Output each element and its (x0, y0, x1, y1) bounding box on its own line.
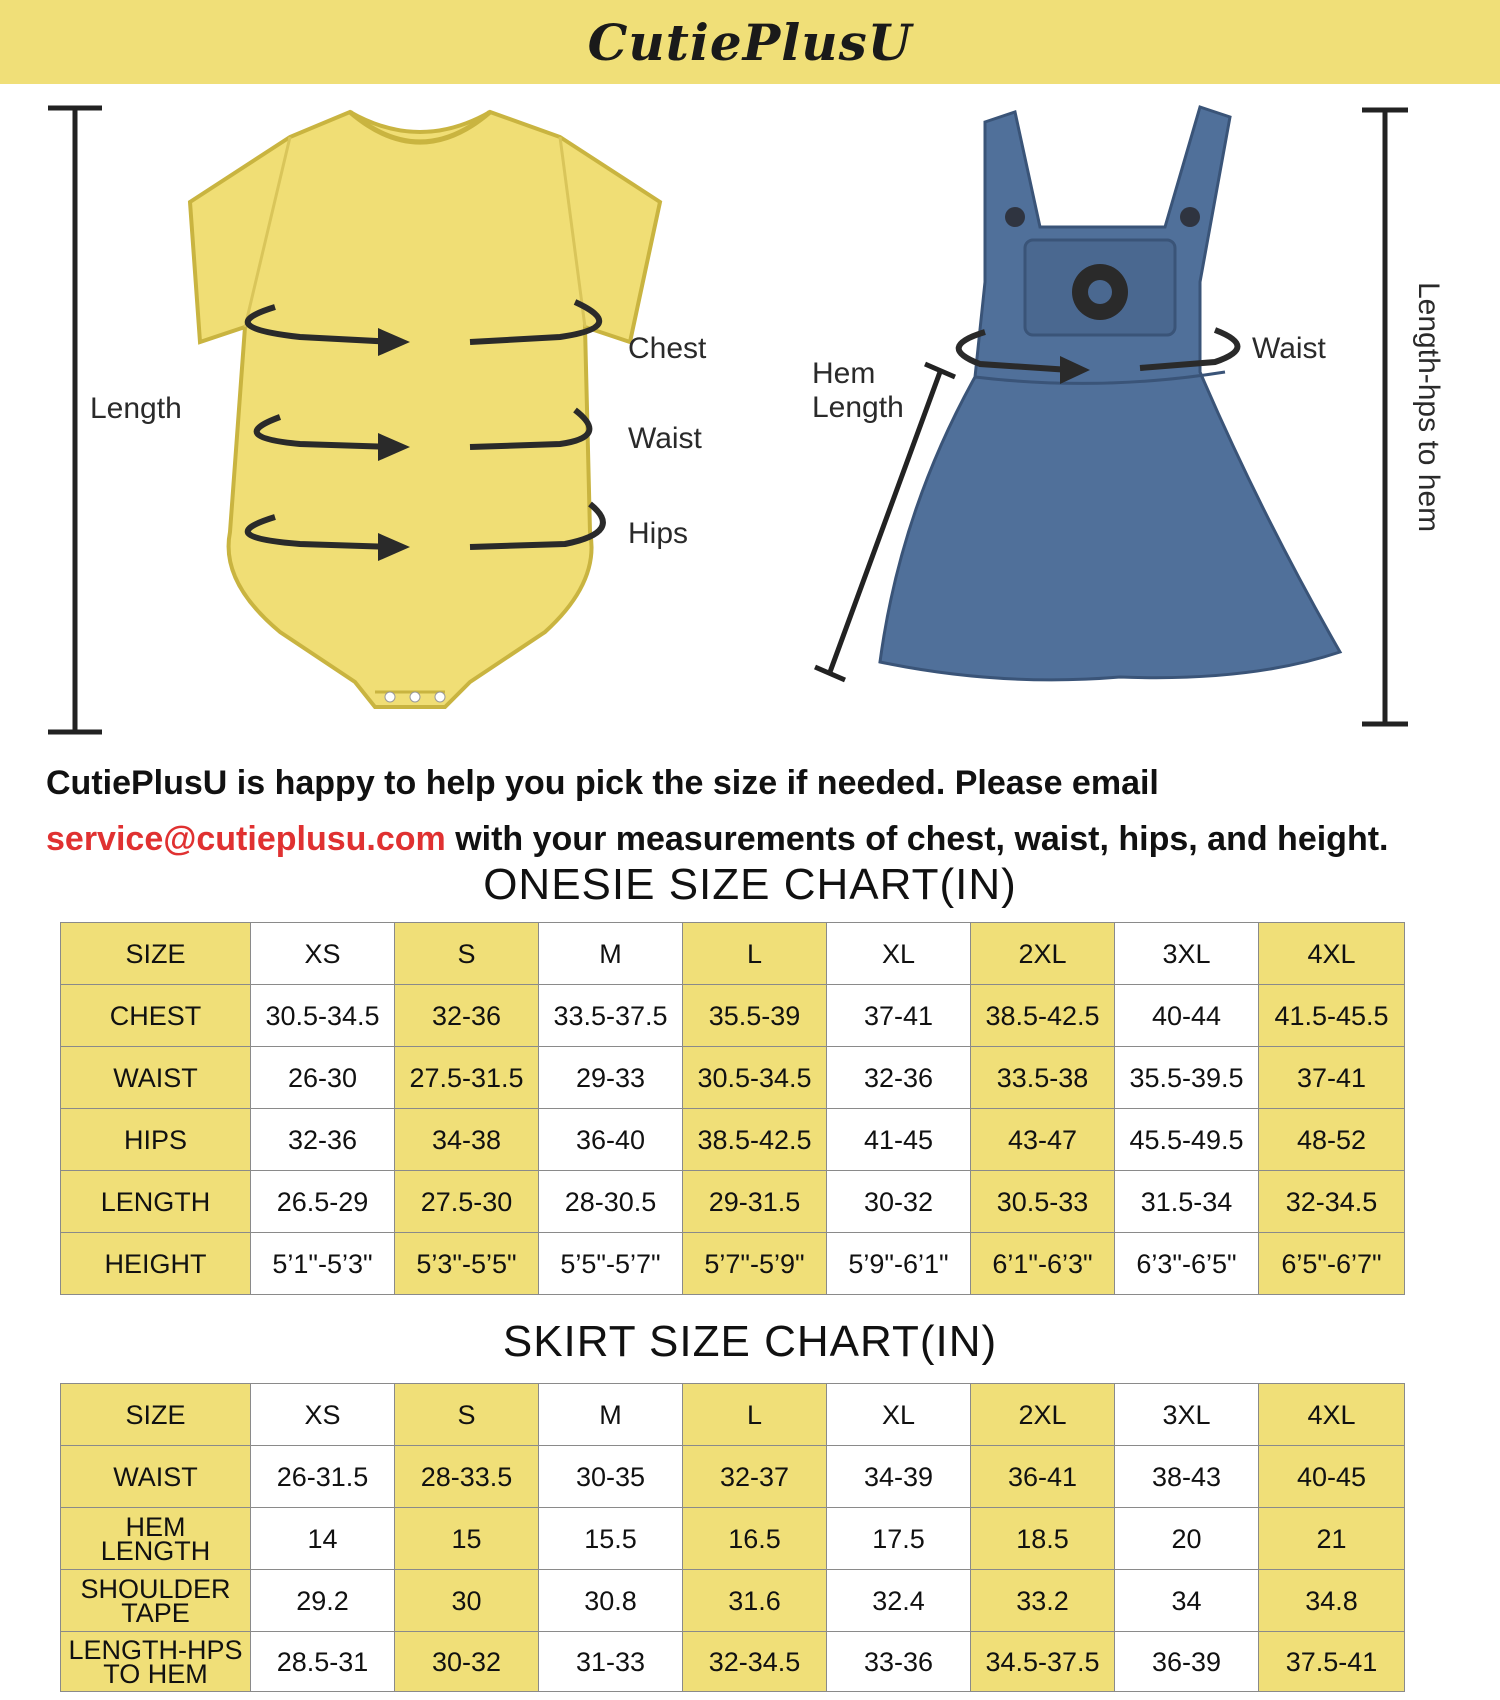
size-header-cell: 3XL (1115, 1384, 1259, 1446)
table-cell: 14 (251, 1508, 395, 1570)
table-cell: 38-43 (1115, 1446, 1259, 1508)
table-cell: 35.5-39.5 (1115, 1047, 1259, 1109)
table-cell: 41.5-45.5 (1259, 985, 1405, 1047)
table-cell: 31.5-34 (1115, 1171, 1259, 1233)
table-cell: 27.5-30 (395, 1171, 539, 1233)
brand-banner (0, 0, 1500, 84)
size-header-cell: L (683, 923, 827, 985)
onesie-length-label: Length (90, 392, 182, 425)
table-cell: 29.2 (251, 1570, 395, 1632)
table-cell: 21 (1259, 1508, 1405, 1570)
table-cell: 5’3"-5’5" (395, 1233, 539, 1295)
table-cell: 20 (1115, 1508, 1259, 1570)
size-header-cell: M (539, 1384, 683, 1446)
size-header-cell: 2XL (971, 1384, 1115, 1446)
size-header-cell: L (683, 1384, 827, 1446)
table-cell: 33.5-38 (971, 1047, 1115, 1109)
table-cell: 30-32 (827, 1171, 971, 1233)
table-cell: 34.8 (1259, 1570, 1405, 1632)
row-label-cell: LENGTH (61, 1171, 251, 1233)
table-cell: 30.5-34.5 (683, 1047, 827, 1109)
table-cell: 6’3"-6’5" (1115, 1233, 1259, 1295)
row-label-cell: SHOULDER TAPE (61, 1570, 251, 1632)
table-cell: 35.5-39 (683, 985, 827, 1047)
table-row (61, 1047, 1405, 1109)
table-cell: 5’1"-5’3" (251, 1233, 395, 1295)
table-cell: 32-36 (827, 1047, 971, 1109)
table-cell: 28-30.5 (539, 1171, 683, 1233)
table-cell: 34-38 (395, 1109, 539, 1171)
row-label-cell: HEM LENGTH (61, 1508, 251, 1570)
table-cell: 36-39 (1115, 1632, 1259, 1692)
table-cell: 6’5"-6’7" (1259, 1233, 1405, 1295)
table-row (61, 1446, 1405, 1508)
skirt-length-hps-label: Length-hps to hem (1412, 282, 1445, 533)
row-label-cell: SIZE (61, 1384, 251, 1446)
onesie-chest-label: Chest (628, 332, 707, 365)
table-row (61, 1109, 1405, 1171)
table-cell: 37-41 (827, 985, 971, 1047)
onesie-hips-label: Hips (628, 517, 689, 550)
size-header-cell: S (395, 1384, 539, 1446)
table-cell: 33.5-37.5 (539, 985, 683, 1047)
help-line-2 (46, 811, 1466, 867)
table-cell: 15 (395, 1508, 539, 1570)
garment-illustrations (0, 92, 1500, 742)
table-cell: 18.5 (971, 1508, 1115, 1570)
table-cell: 38.5-42.5 (683, 1109, 827, 1171)
table-cell: 15.5 (539, 1508, 683, 1570)
table-cell: 31.6 (683, 1570, 827, 1632)
row-label-cell: HIPS (61, 1109, 251, 1171)
table-cell: 32.4 (827, 1570, 971, 1632)
row-label-cell: WAIST (61, 1446, 251, 1508)
help-text (46, 755, 1466, 867)
table-cell: 28.5-31 (251, 1632, 395, 1692)
table-cell: 16.5 (683, 1508, 827, 1570)
table-cell: 45.5-49.5 (1115, 1109, 1259, 1171)
table-cell: 26-31.5 (251, 1446, 395, 1508)
skirt-icon (880, 107, 1340, 680)
table-cell: 43-47 (971, 1109, 1115, 1171)
size-header-cell: 4XL (1259, 923, 1405, 985)
table-cell: 32-34.5 (683, 1632, 827, 1692)
table-cell: 33-36 (827, 1632, 971, 1692)
table-header-row (61, 1384, 1405, 1446)
table-cell: 38.5-42.5 (971, 985, 1115, 1047)
table-cell: 17.5 (827, 1508, 971, 1570)
table-cell: 34-39 (827, 1446, 971, 1508)
table-cell: 26.5-29 (251, 1171, 395, 1233)
table-cell: 37.5-41 (1259, 1632, 1405, 1692)
row-label-cell: CHEST (61, 985, 251, 1047)
table-cell: 32-37 (683, 1446, 827, 1508)
table-cell: 28-33.5 (395, 1446, 539, 1508)
onesie-chart-title: ONESIE SIZE CHART(IN) (483, 860, 1017, 909)
size-header-cell: XL (827, 923, 971, 985)
table-cell: 29-33 (539, 1047, 683, 1109)
table-cell: 30-32 (395, 1632, 539, 1692)
skirt-length-bar (1362, 110, 1408, 724)
table-cell: 37-41 (1259, 1047, 1405, 1109)
table-cell: 27.5-31.5 (395, 1047, 539, 1109)
row-label-cell: LENGTH-HPS TO HEM (61, 1632, 251, 1692)
table-cell: 40-45 (1259, 1446, 1405, 1508)
help-line-2-rest: with your measurements of chest, waist, hips, and height. (445, 820, 1389, 858)
size-header-cell: M (539, 923, 683, 985)
onesie-waist-label: Waist (628, 422, 702, 455)
table-cell: 32-36 (251, 1109, 395, 1171)
table-cell: 26-30 (251, 1047, 395, 1109)
table-cell: 5’7"-5’9" (683, 1233, 827, 1295)
skirt-waist-label: Waist (1252, 332, 1326, 365)
table-cell: 31-33 (539, 1632, 683, 1692)
skirt-hem-label-line2: Length (812, 391, 904, 424)
size-header-cell: 4XL (1259, 1384, 1405, 1446)
table-cell: 5’9"-6’1" (827, 1233, 971, 1295)
onesie-icon (190, 112, 660, 707)
table-cell: 5’5"-5’7" (539, 1233, 683, 1295)
table-cell: 32-36 (395, 985, 539, 1047)
size-header-cell: XL (827, 1384, 971, 1446)
row-label-cell: SIZE (61, 923, 251, 985)
table-cell: 36-40 (539, 1109, 683, 1171)
table-cell: 30.5-34.5 (251, 985, 395, 1047)
brand-logo: CutiePlusU (587, 12, 913, 72)
table-cell: 29-31.5 (683, 1171, 827, 1233)
table-cell: 34.5-37.5 (971, 1632, 1115, 1692)
size-header-cell: XS (251, 1384, 395, 1446)
size-header-cell: 3XL (1115, 923, 1259, 985)
table-cell: 34 (1115, 1570, 1259, 1632)
table-row (61, 1233, 1405, 1295)
table-cell: 40-44 (1115, 985, 1259, 1047)
help-line-1: CutiePlusU is happy to help you pick the size if needed. Please email (46, 764, 1159, 802)
skirt-size-table (60, 1383, 1405, 1692)
support-email-link[interactable]: service@cutieplusu.com (46, 820, 446, 858)
table-cell: 30.5-33 (971, 1171, 1115, 1233)
table-row (61, 1632, 1405, 1692)
size-header-cell: 2XL (971, 923, 1115, 985)
onesie-size-table (60, 922, 1405, 1295)
table-row (61, 1570, 1405, 1632)
table-row (61, 985, 1405, 1047)
table-row (61, 1508, 1405, 1570)
table-header-row (61, 923, 1405, 985)
table-cell: 48-52 (1259, 1109, 1405, 1171)
illustration-area (0, 92, 1500, 742)
row-label-cell: HEIGHT (61, 1233, 251, 1295)
skirt-chart-title: SKIRT SIZE CHART(IN) (502, 1317, 998, 1366)
skirt-hem-label-line1: Hem (812, 357, 876, 390)
table-cell: 32-34.5 (1259, 1171, 1405, 1233)
table-cell: 33.2 (971, 1570, 1115, 1632)
table-cell: 36-41 (971, 1446, 1115, 1508)
row-label-cell: WAIST (61, 1047, 251, 1109)
table-cell: 30-35 (539, 1446, 683, 1508)
table-cell: 30 (395, 1570, 539, 1632)
size-header-cell: XS (251, 923, 395, 985)
size-header-cell: S (395, 923, 539, 985)
table-cell: 30.8 (539, 1570, 683, 1632)
table-cell: 6’1"-6’3" (971, 1233, 1115, 1295)
table-cell: 41-45 (827, 1109, 971, 1171)
table-row (61, 1171, 1405, 1233)
